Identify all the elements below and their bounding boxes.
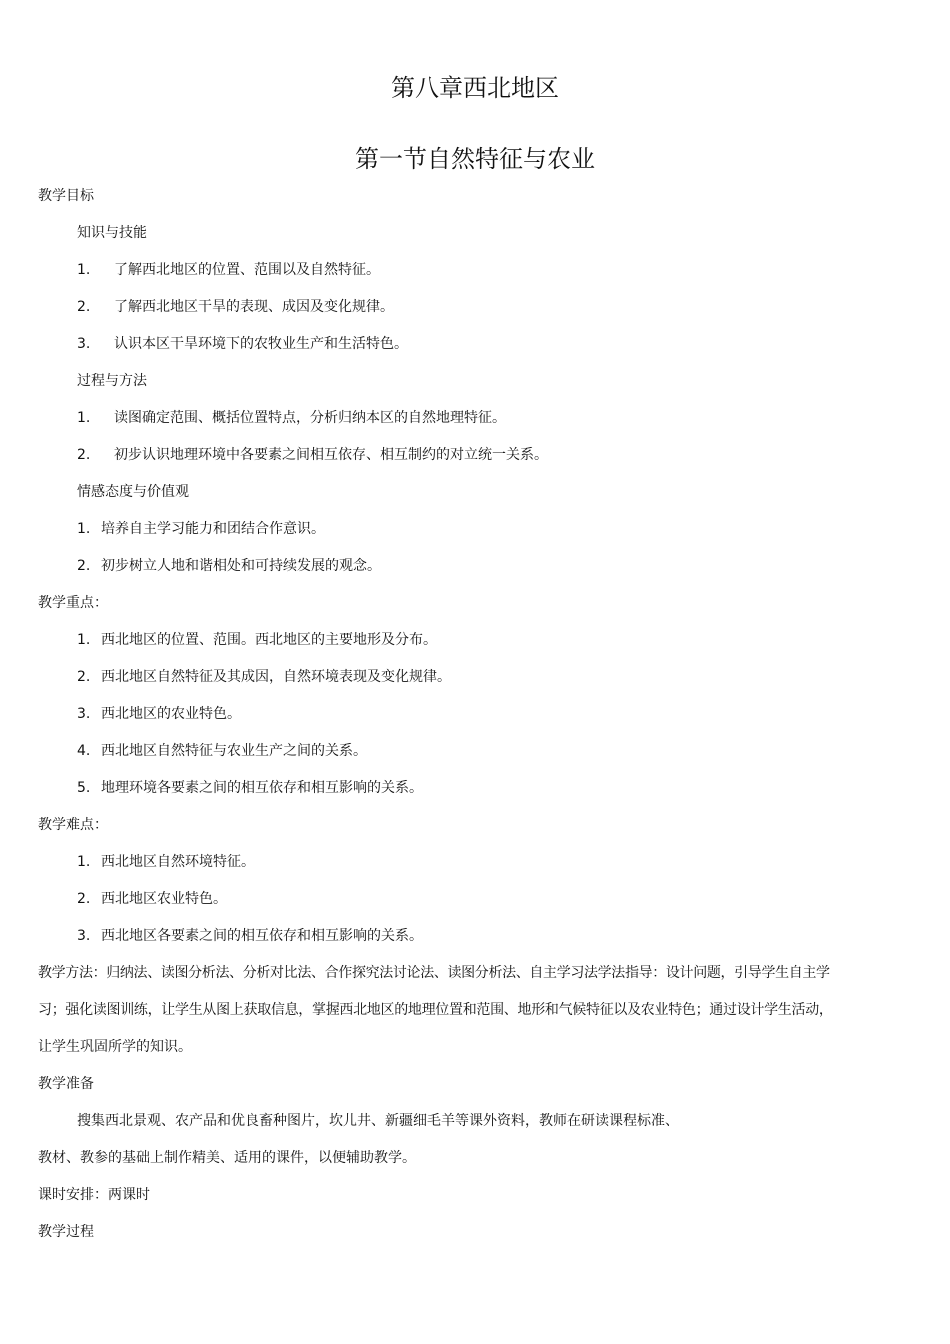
prep-line: 教材、教参的基础上制作精美、适用的课件，以便辅助教学。	[38, 1150, 416, 1166]
list-item: 2. 了解西北地区干旱的表现、成因及变化规律。	[77, 299, 394, 315]
list-item: 4. 西北地区自然特征与农业生产之间的关系。	[77, 743, 367, 759]
list-item: 1. 西北地区自然环境特征。	[77, 854, 255, 870]
key-points-heading: 教学重点：	[38, 595, 108, 611]
prep-heading: 教学准备	[38, 1076, 94, 1092]
chapter-title: 第八章西北地区	[391, 74, 559, 102]
list-item: 2. 西北地区自然特征及其成因，自然环境表现及变化规律。	[77, 669, 451, 685]
prep-line: 搜集西北景观、农产品和优良畜种图片，坎儿井、新疆细毛羊等课外资料，教师在研读课程标准、	[77, 1113, 679, 1129]
attitude-heading: 情感态度与价值观	[77, 484, 189, 500]
method-line: 习；强化读图训练，让学生从图上获取信息，掌握西北地区的地理位置和范围、地形和气候特征以及农业特色；通过设计学生活动，	[38, 1002, 833, 1018]
list-item: 3. 认识本区干旱环境下的农牧业生产和生活特色。	[77, 336, 408, 352]
list-item: 1. 培养自主学习能力和团结合作意识。	[77, 521, 325, 537]
schedule-line: 课时安排：两课时	[38, 1187, 150, 1203]
list-item: 3. 西北地区各要素之间的相互依存和相互影响的关系。	[77, 928, 423, 944]
teaching-process-heading: 教学过程	[38, 1224, 94, 1240]
list-item: 2. 西北地区农业特色。	[77, 891, 227, 907]
list-item: 5. 地理环境各要素之间的相互依存和相互影响的关系。	[77, 780, 423, 796]
list-item: 2. 初步树立人地和谐相处和可持续发展的观念。	[77, 558, 381, 574]
list-item: 2. 初步认识地理环境中各要素之间相互依存、相互制约的对立统一关系。	[77, 447, 548, 463]
method-line: 教学方法：归纳法、读图分析法、分析对比法、合作探究法讨论法、读图分析法、自主学习法学法指导：设计问题，引导学生自主学	[38, 965, 830, 981]
list-item: 1. 读图确定范围、概括位置特点，分析归纳本区的自然地理特征。	[77, 410, 506, 426]
method-line: 让学生巩固所学的知识。	[38, 1039, 192, 1055]
list-item: 1. 西北地区的位置、范围。西北地区的主要地形及分布。	[77, 632, 437, 648]
process-heading: 过程与方法	[77, 373, 147, 389]
list-item: 3. 西北地区的农业特色。	[77, 706, 241, 722]
difficult-points-heading: 教学难点：	[38, 817, 108, 833]
list-item: 1. 了解西北地区的位置、范围以及自然特征。	[77, 262, 380, 278]
section-title: 第一节自然特征与农业	[355, 145, 595, 173]
objectives-heading: 教学目标	[38, 188, 94, 204]
knowledge-heading: 知识与技能	[77, 225, 147, 241]
